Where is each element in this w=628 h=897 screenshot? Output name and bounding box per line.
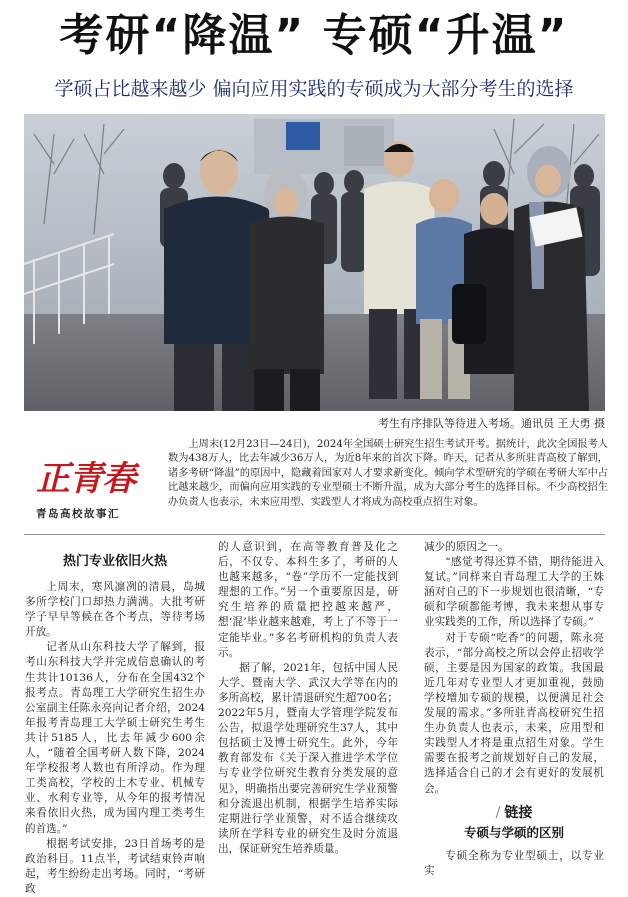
- intro-paragraph: [168, 438, 608, 524]
- link-section-header: [424, 803, 604, 843]
- col1-paragraph-2: 记者从山东科技大学了解到，报考山东科技大学并完成信息确认的考生共计10136人，分布在全国432个报考点。青岛理工大学研究生招生办公室副主任陈永亮向记者介绍，2024年报考青岛理工大学硕士研究生考生共计5185人，比去年减少600余人，“随着全国考研人数下降，2024年学校报考人数也有所浮动。作为理工类高校，学校的土木专业、机械专业、水利专业等，从今年的报考情况来看依旧火热，成为国内理工类考生的首选。”: [25, 641, 205, 835]
- logo-main-text: 正青春: [36, 459, 135, 499]
- col3-paragraph-2: “感觉考得还算不错，期待能进入复试。”同样来自青岛理工大学的王姝涵对自己的下一步规划也很清晰，“专硕和学硕都能考博，我未来想从事专业实践类的工作，所以选择了专硕。”: [424, 556, 604, 629]
- link-label: / 链接: [495, 804, 533, 821]
- link-label-text: 链接: [504, 804, 533, 821]
- photo-caption: 考生有序排队等待进入考场。通讯员 王大勇 摄: [378, 417, 605, 430]
- logo-sub-text: 青岛高校故事汇: [36, 508, 120, 520]
- section-title-hot-majors: 热门专业依旧火热: [62, 554, 167, 569]
- col1-paragraph-3: 根据考试安排，23日首场考的是政治科目。11点半，考试结束铃声响起，考生纷纷走出考场。同时，“考研政: [25, 837, 205, 895]
- col1-paragraph-1: 上周末，寒风凛冽的清晨，岛城多所学校门口却热力满满。大批考研学子早早等候在各个考点，等待考场开放。: [25, 581, 205, 639]
- headline: 考研“降温” 专硕“升温”: [59, 10, 569, 61]
- col2-paragraph-1: 的人意识到，在高等教育普及化之后，不仅专、本科生多了，考研的人也越来越多，“卷”学历不一定能找到理想的工作。”另一个重要原因是，研究生培养的质量把控越来越严，想‘混’毕业越来越难，考上了不等于一定能毕业。”多名考研机构的负责人表示。: [218, 541, 398, 659]
- column-logo: [28, 452, 168, 528]
- news-photo: [24, 114, 605, 411]
- column-1: [25, 540, 205, 895]
- column-3: [424, 540, 604, 877]
- subhead: 学硕占比越来越少 偏向应用实践的专硕成为大部分考生的选择: [54, 78, 574, 100]
- link-title: 专硕与学硕的区别: [463, 824, 564, 840]
- col3-paragraph-3: 对于专硕“吃香”的问题，陈永亮表示，“部分高校之所以会停止招收学硕，主要是因为国家的政策。我国最近几年对专业型人才更加重视，鼓励学校增加专硕的规模，以便满足社会发展的需求。”多所驻青高校研究生招生办负责人也表示，未来，应用型和实践型人才将是重点招生对象。学生需要在报考之前规划好自己的发展，选择适合自己的才会有更好的发展机会。: [424, 631, 604, 795]
- col3-paragraph-1: 减少的原因之一。: [424, 541, 509, 553]
- divider: [24, 534, 605, 535]
- intro-text: 上周末(12月23日—24日)，2024年全国硕士研究生招生考试开考。据统计，此次全国报考人数为438万人，比去年减少36万人，为近8年来的首次下降。昨天，记者从多所驻青高校了解到，诸多考研“降温”的原因中，隐藏着国家对人才要求新变化。倾向学术型研究的学硕在考研大军中占比越来越少，而偏向应用实践的专业型硕士不断升温，成为大部分考生的选择目标。不少高校招生办负责人也表示，未来应用型、实践型人才将成为高校重点招生对象。: [168, 439, 608, 508]
- column-2: [218, 540, 398, 854]
- col2-paragraph-2: 据了解，2021年，包括中国人民大学、暨南大学、武汉大学等在内的多所高校，累计清退研究生超700名；2022年5月，暨南大学管理学院发布公告，拟退学处理研究生37人，其中包括硕士及博士研究生。此外，今年教育部发布《关于深入推进学术学位与专业学位研究生教育分类发展的意见》，明确指出要完善研究生学业预警和分流退出机制，根据学生培养实际定期进行学业预警，对不适合继续攻读所在学科专业的研究生及时分流退出，保证研究生培养质量。: [218, 661, 398, 855]
- queue-photo-illustration: [24, 114, 605, 411]
- col3-paragraph-4: 专硕全称为专业型硕士，以专业实: [424, 849, 604, 877]
